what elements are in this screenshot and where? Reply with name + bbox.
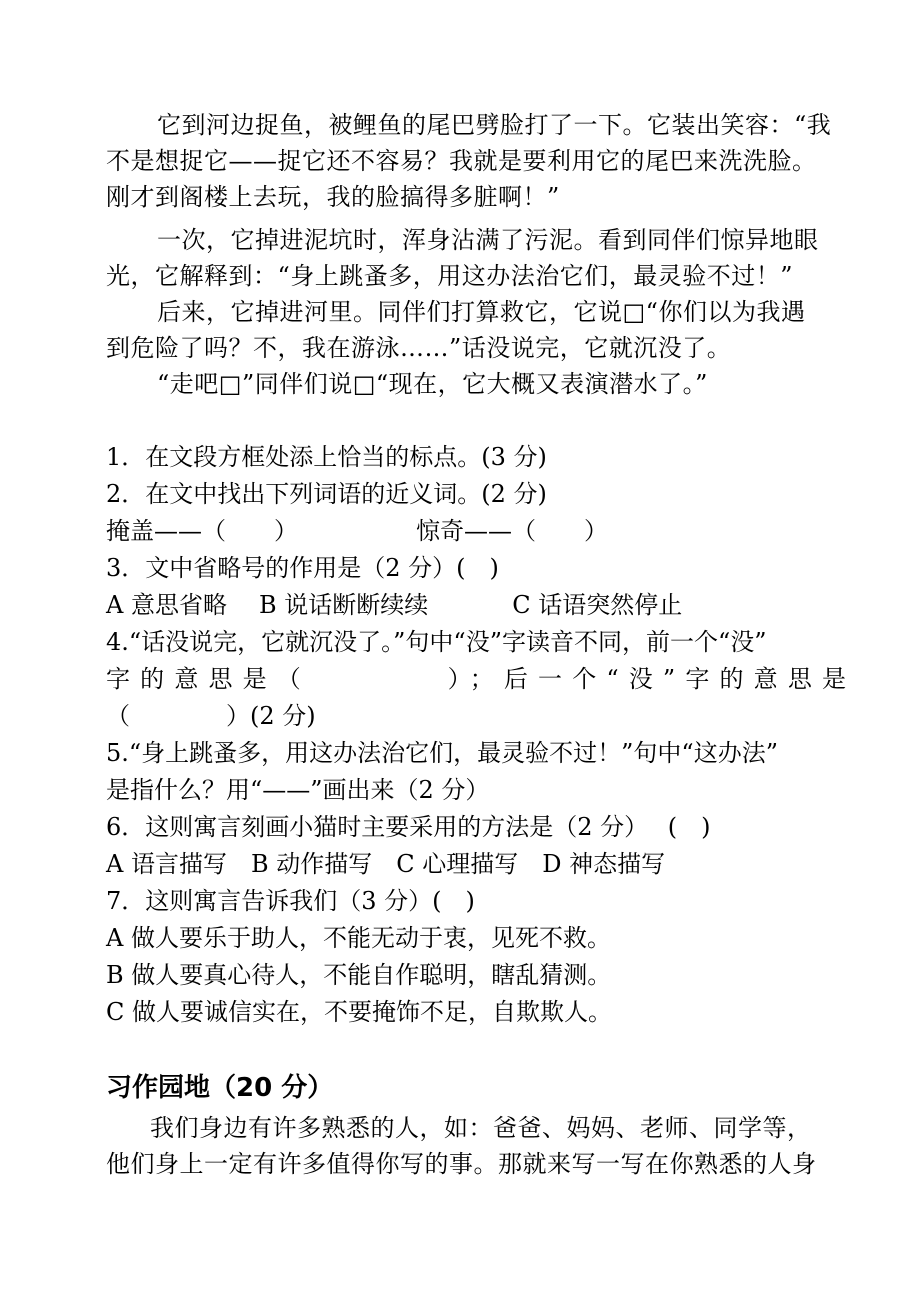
question-3: 3．文中省略号的作用是（2 分）( )	[106, 554, 499, 582]
question-4-line: 字的意思是（ ）；后一个“没”字的意思是	[106, 665, 846, 693]
question-3-option-c: C 话语突然停止	[512, 591, 683, 619]
section-title: 习作园地（20 分）	[106, 1073, 334, 1103]
question-4-line: 4.“话没说完，它就沉没了。”句中“没”字读音不同，前一个“没”	[106, 628, 767, 656]
question-1: 1．在文段方框处添上恰当的标点。(3 分)	[106, 443, 547, 471]
passage-line: 一次，它掉进泥坑时，浑身沾满了污泥。看到同伴们惊异地眼	[157, 226, 819, 254]
passage-line: 刚才到阁楼上去玩，我的脸搞得多脏啊！”	[106, 183, 560, 211]
passage-line: 它到河边捉鱼，被鲤鱼的尾巴劈脸打了一下。它装出笑容：“我	[157, 111, 832, 139]
question-3-option-a: A 意思省略	[106, 591, 227, 619]
question-5-line: 5.“身上跳蚤多，用这办法治它们，最灵验不过！”句中“这办法”	[106, 739, 778, 767]
question-2: 2．在文中找出下列词语的近义词。(2 分)	[106, 480, 547, 508]
question-7: 7．这则寓言告诉我们（3 分）( )	[106, 887, 475, 915]
passage-line: 到危险了吗？不，我在游泳……”话没说完，它就沉没了。	[106, 334, 732, 362]
passage-line: 不是想捉它——捉它还不容易？我就是要利用它的尾巴来洗洗脸。	[106, 147, 817, 175]
question-2-option-b: 惊奇——（ ）	[416, 517, 608, 545]
question-4-line: （ ）(2 分)	[106, 702, 316, 730]
question-7-option-a: A 做人要乐于助人，不能无动于衷，见死不救。	[106, 924, 611, 952]
question-6: 6．这则寓言刻画小猫时主要采用的方法是（2 分） ( )	[106, 813, 711, 841]
question-5-line: 是指什么？用“——”画出来（2 分）	[106, 776, 490, 804]
question-7-option-c: C 做人要诚信实在，不要掩饰不足，自欺欺人。	[106, 998, 612, 1026]
question-2-answers	[106, 513, 846, 549]
question-3-option-b: B 说话断断续续	[258, 591, 429, 619]
section-line: 我们身边有许多熟悉的人，如：爸爸、妈妈、老师、同学等，	[150, 1114, 812, 1142]
passage-line: 光，它解释到：“身上跳蚤多，用这办法治它们，最灵验不过！”	[106, 262, 794, 290]
question-7-option-b: B 做人要真心待人，不能自作聪明，瞎乱猜测。	[106, 961, 612, 989]
question-6-options: A 语言描写 B 动作描写 C 心理描写 D 神态描写	[106, 850, 666, 878]
question-2-option-a: 掩盖——（ ）	[106, 517, 298, 545]
question-3-options	[106, 587, 846, 623]
passage-line: 后来，它掉进河里。同伴们打算救它，它说□“你们以为我遇	[157, 298, 806, 326]
section-line: 他们身上一定有许多值得你写的事。那就来写一写在你熟悉的人身	[106, 1150, 817, 1178]
passage-line: “走吧□”同伴们说□“现在，它大概又表演潜水了。”	[157, 370, 708, 398]
